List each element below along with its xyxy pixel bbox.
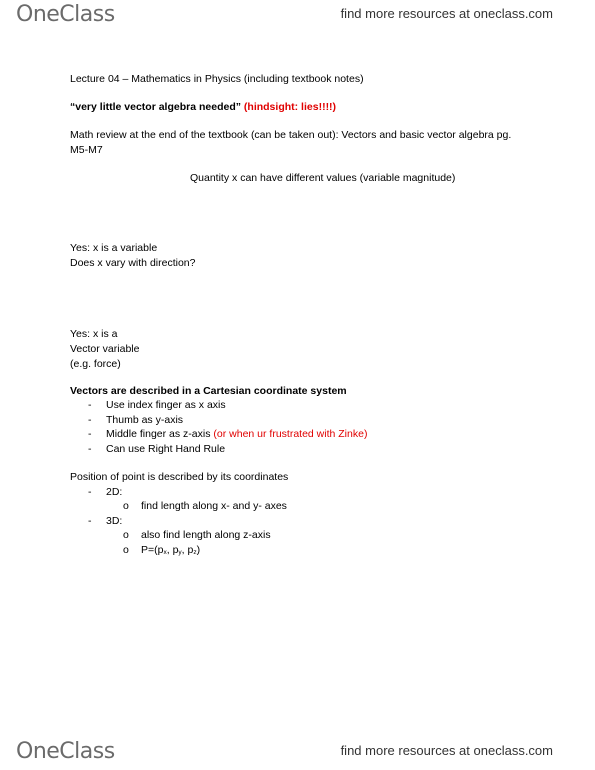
quantity-line: Quantity x can have different values (variable magnitude) [190, 172, 456, 184]
math-review-line-1: Math review at the end of the textbook (can be taken out): Vectors and basic vector algebra pg. [70, 129, 512, 141]
vector-variable-line: Vector variable [70, 343, 140, 355]
subscript-z: z [193, 549, 197, 556]
point-sep: , p [181, 544, 194, 556]
list-item [123, 528, 271, 543]
list-item [88, 398, 226, 413]
list-item [123, 499, 287, 514]
does-vary-line: Does x vary with direction? [70, 257, 196, 269]
item-rhr: Can use Right Hand Rule [106, 443, 226, 455]
point-formula [141, 544, 200, 556]
o-bullet: o [123, 529, 129, 541]
logo-text: OneClass [16, 2, 115, 27]
list-item [123, 543, 200, 561]
dash-bullet: - [88, 515, 92, 527]
find-more-resources-link-footer[interactable]: find more resources at oneclass.com [340, 743, 553, 758]
subscript-y: y [178, 549, 182, 556]
dash-bullet: - [88, 443, 92, 455]
list-item [88, 485, 122, 500]
list-item [88, 442, 225, 457]
subscript-x: x [163, 549, 167, 556]
quote-line [70, 100, 336, 115]
oneclass-logo-footer[interactable] [16, 741, 115, 763]
also-find-text: also find length along z-axis [141, 529, 271, 541]
math-review-line-2: M5-M7 [70, 144, 103, 156]
yes-a-line: Yes: x is a [70, 328, 118, 340]
list-item [88, 514, 122, 529]
point-suffix: ) [196, 544, 201, 556]
eg-force-line: (e.g. force) [70, 358, 121, 370]
dash-bullet: - [88, 399, 92, 411]
list-item [88, 413, 183, 428]
three-d-label: 3D: [106, 515, 123, 527]
find-length-text: find length along x- and y- axes [141, 500, 287, 512]
hindsight-text: (hindsight: lies!!!!) [243, 101, 337, 113]
list-item [88, 427, 367, 442]
oneclass-logo[interactable] [16, 4, 115, 26]
dash-bullet: - [88, 414, 92, 426]
item-index: Use index finger as x axis [106, 399, 226, 411]
o-bullet: o [123, 544, 129, 556]
position-line: Position of point is described by its coordinates [70, 471, 289, 483]
point-prefix: P=(p [141, 544, 164, 556]
item-thumb: Thumb as y-axis [106, 414, 184, 426]
logo-text: OneClass [16, 739, 115, 764]
lecture-title: Lecture 04 – Mathematics in Physics (including textbook notes) [70, 73, 364, 85]
dash-bullet: - [88, 486, 92, 498]
point-sep: , p [166, 544, 179, 556]
quote-text: “very little vector algebra needed” [70, 101, 241, 113]
find-more-resources-link[interactable]: find more resources at oneclass.com [340, 6, 553, 21]
item-middle: Middle finger as z-axis [106, 428, 211, 440]
two-d-label: 2D: [106, 486, 123, 498]
item-middle-red: (or when ur frustrated with Zinke) [213, 428, 368, 440]
o-bullet: o [123, 500, 129, 512]
vectors-heading: Vectors are described in a Cartesian coordinate system [70, 385, 347, 397]
dash-bullet: - [88, 428, 92, 440]
yes-variable-line: Yes: x is a variable [70, 242, 158, 254]
